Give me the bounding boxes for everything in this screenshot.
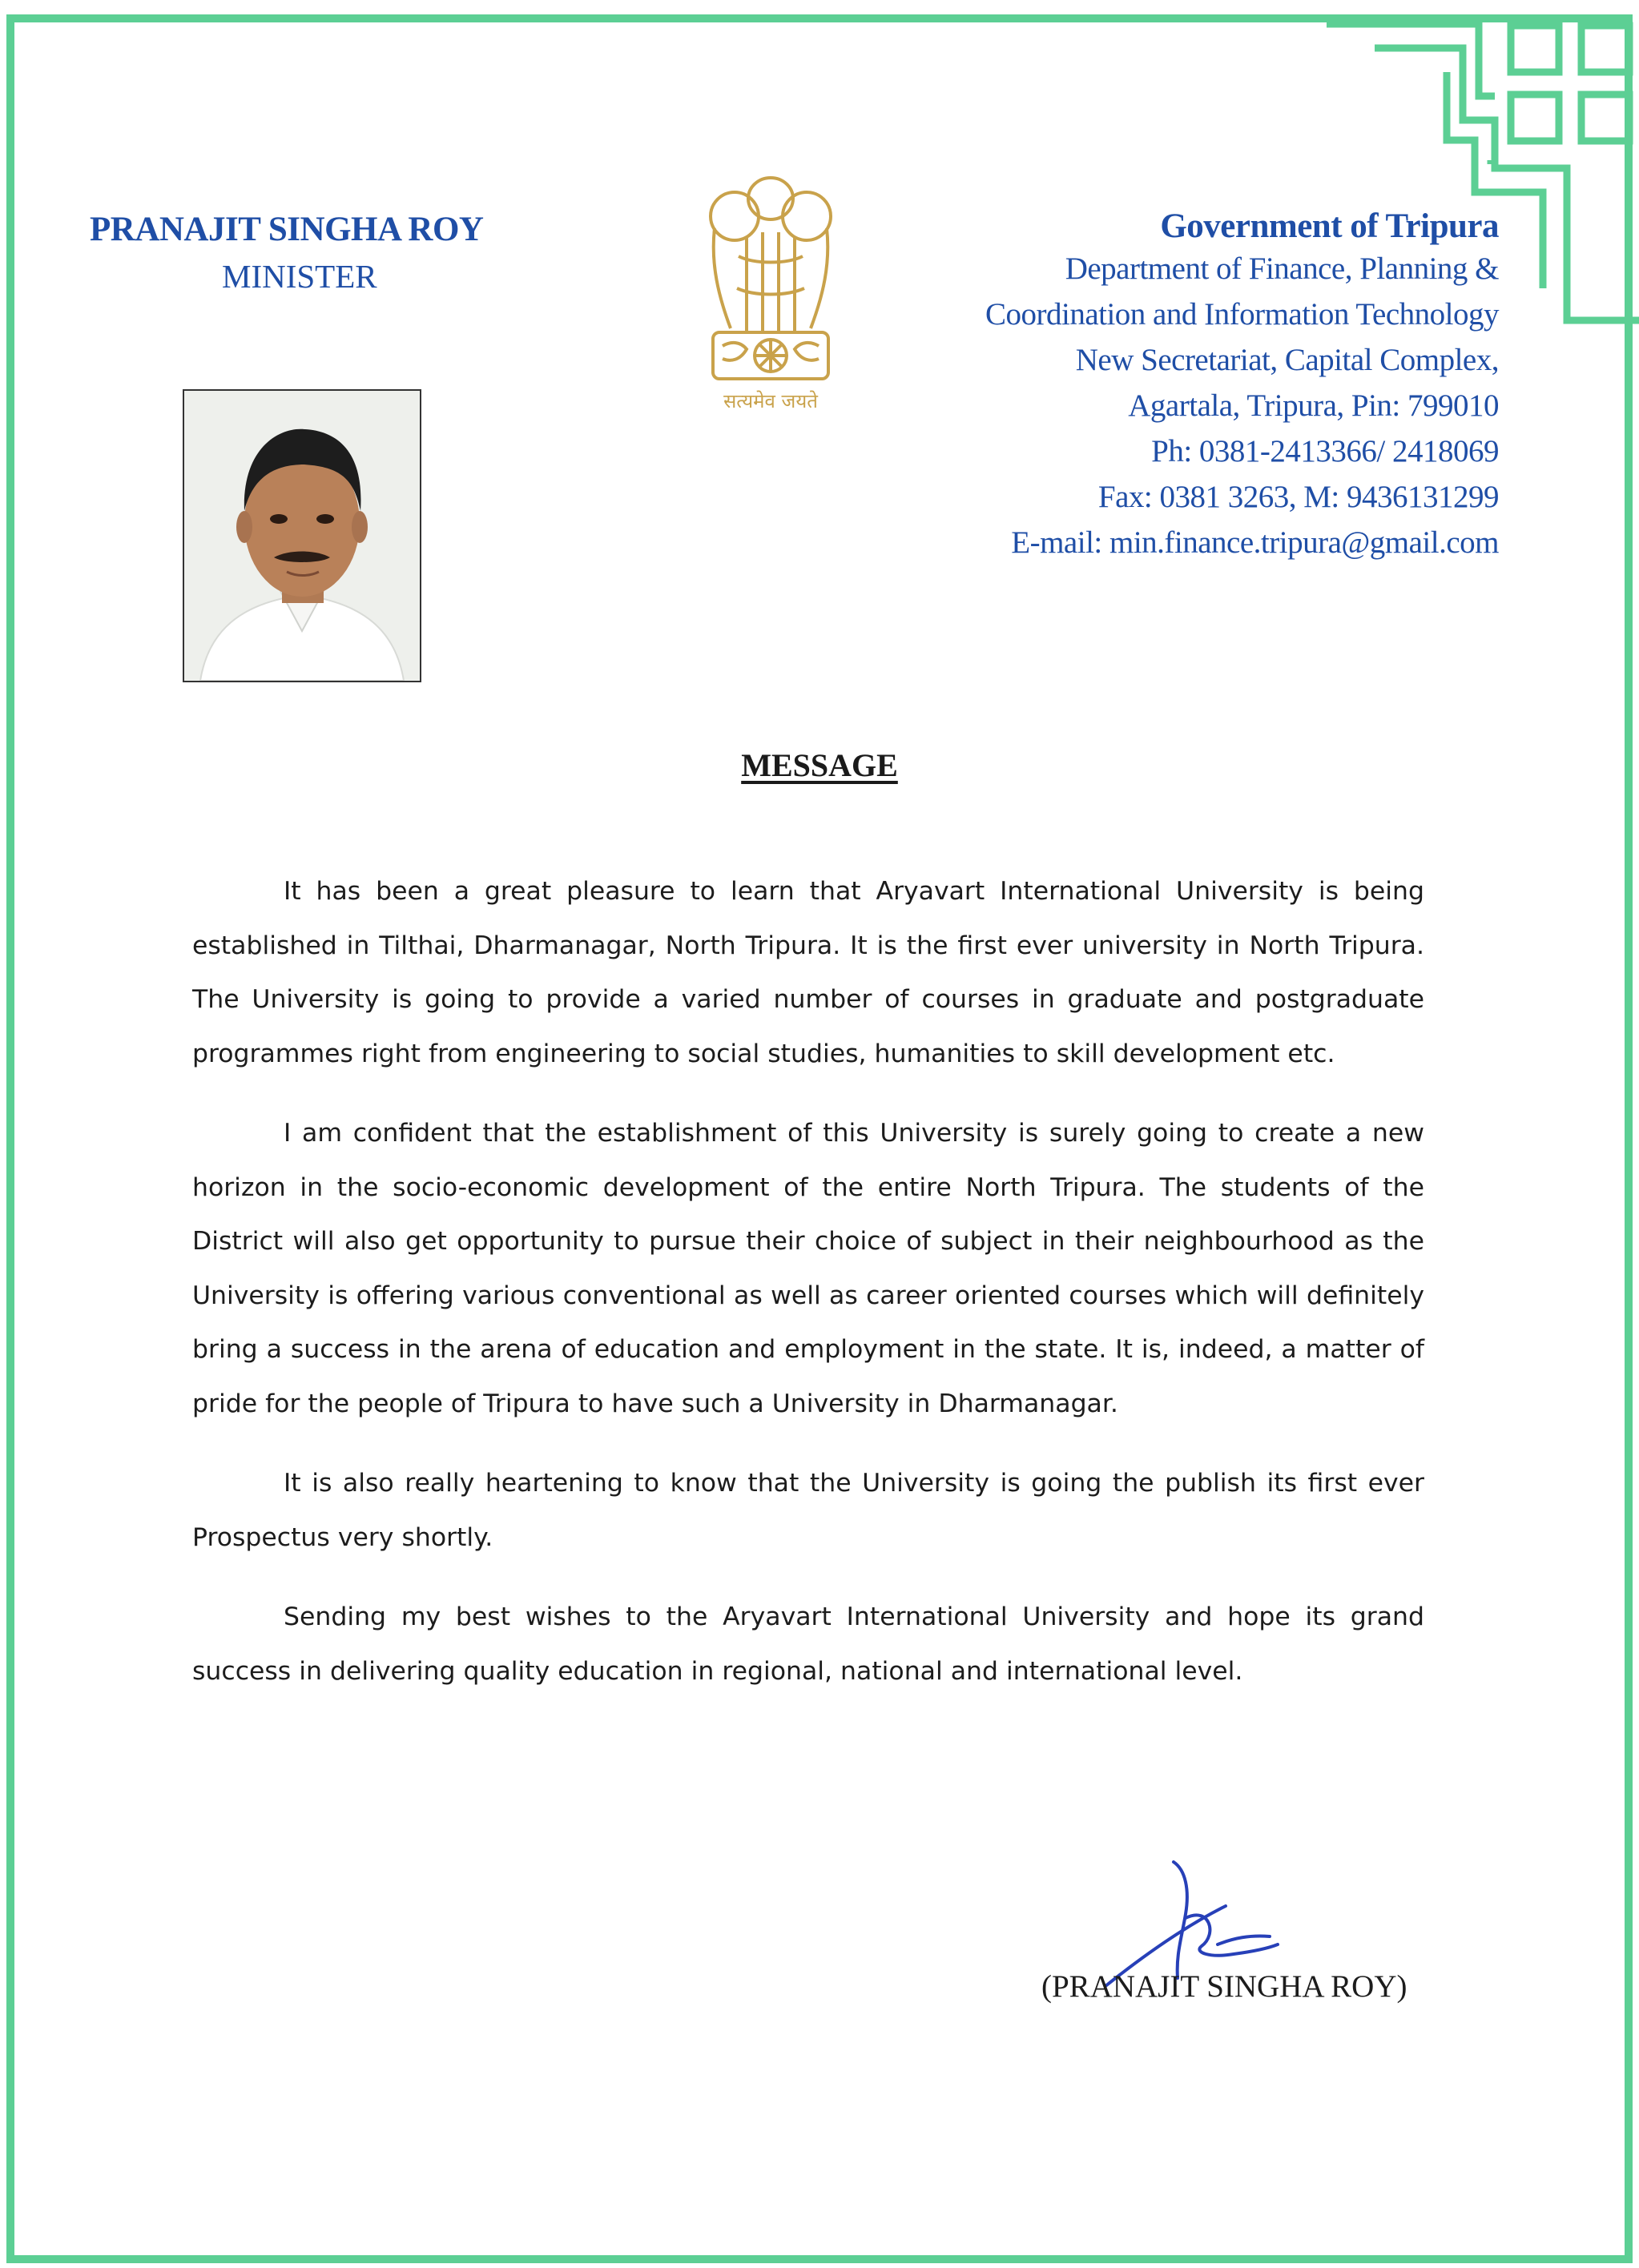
- message-paragraph: It has been a great pleasure to learn that Aryavart International University is being established in Tilthai, Dharmanagar, North Tripura. It is the first ever university in North Tripura. The University is going to provide a varied number of courses in graduate and postgraduate programmes right from engineering to social studies, humanities to skill development etc.: [192, 877, 1424, 1068]
- government-name: Government of Tripura: [1160, 207, 1499, 245]
- department-line-1: Department of Finance, Planning &: [1065, 251, 1499, 286]
- minister-header: [90, 210, 538, 296]
- fax-mobile-line: Fax: 0381 3263, M: 9436131299: [1097, 480, 1499, 514]
- national-emblem-icon: [691, 160, 851, 416]
- message-body: [192, 865, 1424, 1724]
- minister-name: PRANAJIT SINGHA ROY: [90, 211, 484, 248]
- government-letterhead: [985, 207, 1499, 565]
- message-paragraph: It is also really heartening to know that the University is going the publish its first ever Prospectus very shortly.: [192, 1469, 1424, 1552]
- department-line-2: Coordination and Information Technology: [985, 297, 1499, 332]
- message-heading-text: MESSAGE: [741, 747, 898, 783]
- minister-title: MINISTER: [222, 258, 377, 295]
- address-line-1: New Secretariat, Capital Complex,: [1075, 343, 1499, 377]
- message-paragraph: I am confident that the establishment of this University is surely going to create a new horizon in the socio-economic development of the entire North Tripura. The students of the District will also get opportunity to pursue their choice of subject in their neighbourhood as the University is offering various conventional as well as career oriented courses which will definitely bring a success in the arena of education and employment in the state. It is, indeed, a matter of pride for the people of Tripura to have such a University in Dharmanagar.: [192, 1119, 1424, 1418]
- signatory-name: (PRANAJIT SINGHA ROY): [1041, 1969, 1407, 2004]
- address-line-2: Agartala, Tripura, Pin: 799010: [1128, 388, 1499, 423]
- message-heading: [0, 746, 1639, 784]
- emblem-motto: सत्यमेव जयते: [723, 390, 818, 412]
- email-line: E-mail: min.finance.tripura@gmail.com: [1011, 525, 1499, 560]
- phone-line: Ph: 0381-2413366/ 2418069: [1151, 434, 1499, 468]
- message-paragraph: Sending my best wishes to the Aryavart International University and hope its grand success in delivering quality education in regional, national and international level.: [192, 1602, 1424, 1686]
- minister-photo: [183, 389, 421, 682]
